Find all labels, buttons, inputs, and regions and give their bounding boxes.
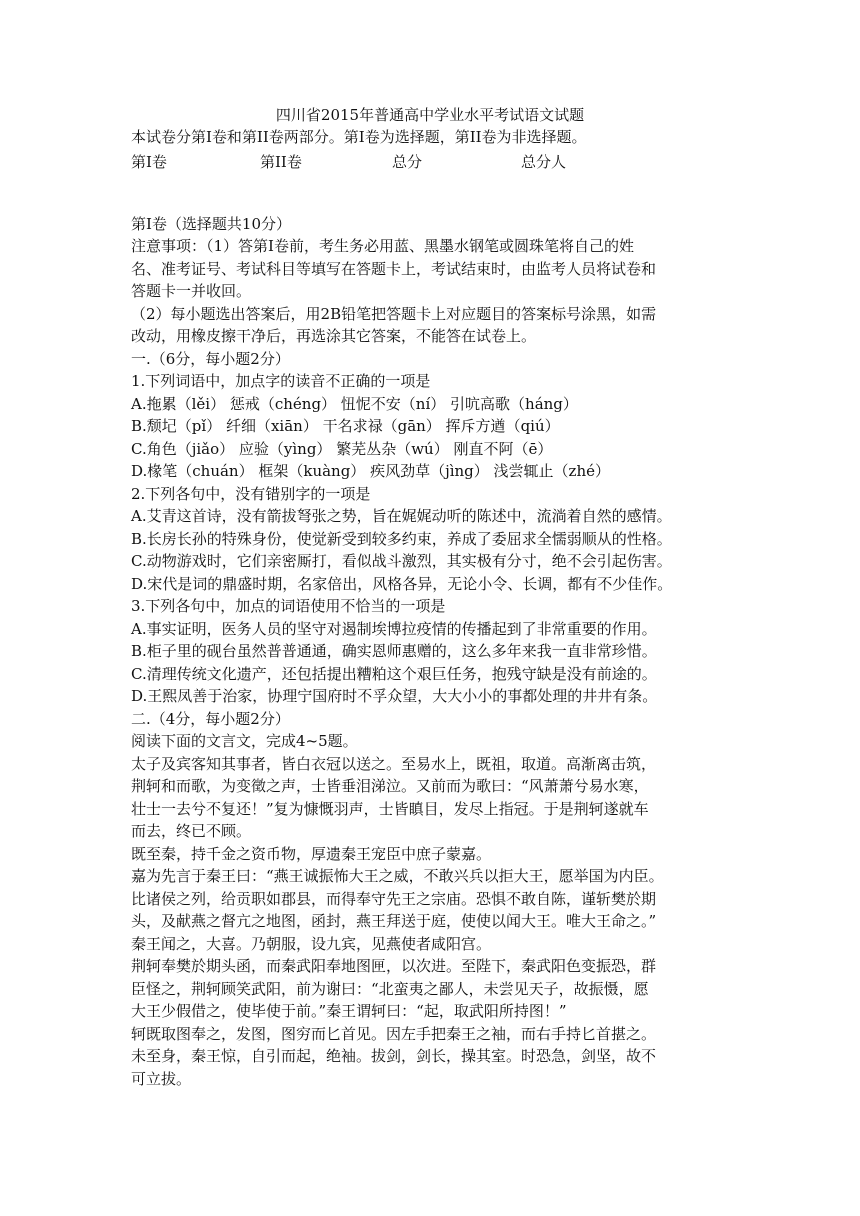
question-3-option-b: B.柜子里的砚台虽然普普通通，确实恩师惠赠的，这么多年来我一直非常珍惜。	[131, 642, 657, 660]
part-two-header: 二.（4分，每小题2分）	[131, 709, 290, 728]
score-cell-part2: 第II卷	[260, 152, 302, 171]
question-2-option-d: D.宋代是词的鼎盛时期，名家倍出，风格各异，无论小令、长调，都有不少佳作。	[131, 574, 673, 593]
section-header: 第Ⅰ卷（选择题共10分）	[131, 214, 292, 233]
question-1-option-a: A.拖累（lěi） 惩戒（chéng） 忸怩不安（ní） 引吭高歌（háng）	[131, 394, 578, 413]
question-1-stem: 1.下列词语中，加点字的读音不正确的一项是	[131, 372, 431, 390]
part-two-instruction: 阅读下面的文言文，完成4~5题。	[131, 732, 358, 750]
part-one-header: 一.（6分，每小题2分）	[131, 349, 290, 368]
passage-line: 嘉为先言于秦王曰：“燕王诚振怖大王之威，不敢兴兵以拒大王，愿举国为内臣。	[131, 867, 664, 885]
question-3-option-d: D.王熙凤善于治家，协理宁国府时不孚众望，大大小小的事都处理的井井有条。	[131, 687, 658, 705]
passage-line: 秦王闻之，大喜。乃朝服，设九宾，见燕使者咸阳宫。	[131, 934, 492, 953]
question-3-option-c: C.清理传统文化遗产，还包括提出糟粕这个艰巨任务，抱残守缺是没有前途的。	[131, 664, 657, 683]
notes-line: （2）每小题选出答案后，用2B铅笔把答题卡上对应题目的答案标号涂黑，如需	[131, 304, 657, 323]
question-3-option-a: A.事实证明，医务人员的坚守对遏制埃博拉疫情的传播起到了非常重要的作用。	[131, 619, 657, 638]
question-1-option-b: B.颓圮（pǐ） 纤细（xiān） 干名求禄（gān） 挥斥方遒（qiú）	[131, 417, 560, 435]
question-1-option-c: C.角色（jiǎo） 应验（yìng） 繁芜丛杂（wú） 刚直不阿（ē）	[131, 439, 553, 458]
passage-line: 荆轲奉樊於期头函，而秦武阳奉地图匣，以次进。至陛下，秦武阳色变振恐，群	[131, 957, 657, 975]
score-cell-total: 总分	[392, 152, 423, 171]
passage-line: 比诸侯之列，给贡职如郡县，而得奉守先王之宗庙。恐惧不敢自陈，谨斩樊於期	[131, 889, 657, 908]
intro-text: 本试卷分第Ⅰ卷和第II卷两部分。第Ⅰ卷为选择题，第II卷为非选择题。	[131, 128, 587, 146]
document-title: 四川省2015年普通高中学业水平考试语文试题	[275, 106, 585, 124]
passage-line: 壮士一去兮不复还！”复为慷慨羽声，士皆瞋目，发尽上指冠。于是荆轲遂就车	[131, 799, 649, 818]
question-2-stem: 2.下列各句中，没有错别字的一项是	[131, 484, 371, 503]
passage-line: 可立拔。	[131, 1069, 192, 1088]
spacer	[131, 177, 731, 213]
passage-line: 荆轲和而歌，为变徵之声，士皆垂泪涕泣。又前而为歌曰：“风萧萧兮易水寒，	[131, 777, 649, 795]
score-table	[131, 149, 731, 177]
notes-line: 答题卡一并收回。	[131, 282, 252, 300]
passage-line: 轲既取图奉之，发图，图穷而匕首见。因左手把秦王之袖，而右手持匕首揕之。	[131, 1024, 657, 1043]
passage-line: 而去，终已不顾。	[131, 822, 252, 840]
passage-line: 大王少假借之，使毕使于前。”秦王谓轲曰：“起，取武阳所持图！”	[131, 1002, 567, 1020]
question-3-stem: 3.下列各句中，加点的词语使用不恰当的一项是	[131, 597, 446, 615]
notes-line: 改动，用橡皮擦干净后，再选涂其它答案，不能答在试卷上。	[131, 327, 537, 345]
question-2-option-c: C.动物游戏时，它们亲密厮打，看似战斗激烈，其实极有分寸，绝不会引起伤害。	[131, 552, 672, 570]
passage-line: 太子及宾客知其事者，皆白衣冠以送之。至易水上，既祖，取道。高渐离击筑，	[131, 754, 657, 773]
passage-line: 未至身，秦王惊，自引而起，绝袖。拔剑，剑长，操其室。时恐急，剑坚，故不	[131, 1047, 657, 1065]
passage-line: 臣怪之，荆轲顾笑武阳，前为谢曰：“北蛮夷之鄙人，未尝见天子，故振慑，愿	[131, 979, 649, 998]
question-1-option-d: D.椽笔（chuán） 框架（kuàng） 疾风劲草（jìng） 浅尝辄止（zhé）	[131, 462, 610, 480]
document-body	[131, 126, 731, 1090]
notes-line: 注意事项：（1）答第Ⅰ卷前，考生务必用蓝、黑墨水钢笔或圆珠笔将自己的姓	[131, 237, 634, 255]
question-2-option-b: B.长房长孙的特殊身份，使觉新受到较多约束，养成了委屈求全懦弱顺从的性格。	[131, 529, 672, 548]
passage-line: 既至秦，持千金之资币物，厚遗秦王宠臣中庶子蒙嘉。	[131, 844, 492, 863]
notes-line: 名、准考证号、考试科目等填写在答题卡上，考试结束时，由监考人员将试卷和	[131, 259, 657, 278]
score-cell-scorer: 总分人	[521, 152, 567, 171]
passage-line: 头，及献燕之督亢之地图，函封，燕王拜送于庭，使使以闻大王。唯大王命之。”	[131, 912, 657, 930]
score-cell-part1: 第Ⅰ卷	[131, 152, 167, 171]
question-2-option-a: A.艾青这首诗，没有箭拔弩张之势，旨在娓娓动听的陈述中，流淌着自然的感情。	[131, 507, 672, 525]
